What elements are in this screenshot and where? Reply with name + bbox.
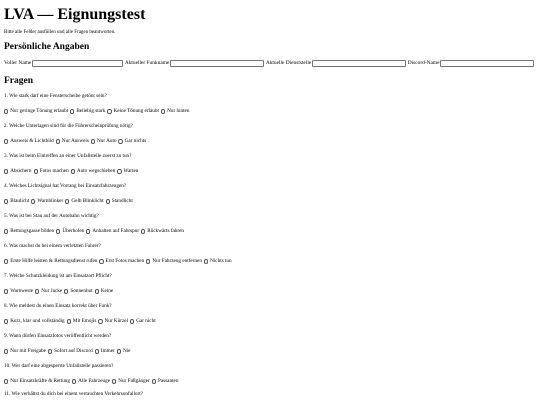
answer-option-label: Erst Fotos machen	[105, 258, 145, 264]
answer-option-label: Keine Tönung erlaubt	[113, 108, 159, 114]
question-text: 7. Welche Schutzkleidung ist am Einsatzort Pflicht?	[4, 273, 112, 279]
answer-option[interactable]	[146, 258, 202, 265]
radio-button[interactable]	[4, 319, 8, 323]
question-text: 2. Welche Unterlagen sind für die Führerscheinprüfung nötig?	[4, 123, 133, 129]
radio-button[interactable]	[4, 379, 8, 383]
answer-option[interactable]	[107, 108, 159, 115]
answer-options	[4, 228, 536, 235]
radio-button[interactable]	[161, 109, 165, 113]
radio-button[interactable]	[4, 169, 8, 173]
answer-option[interactable]	[4, 258, 97, 265]
question-text: 10. Wer darf eine abgesperrte Unfallstelle passieren?	[4, 363, 114, 369]
answer-options	[4, 198, 536, 205]
answer-option-label: Nur Fahrzeug entfernen	[152, 258, 202, 264]
radio-button[interactable]	[98, 319, 102, 323]
question-text: 5. Was ist bei Stau auf der Autobahn wichtig?	[4, 213, 99, 219]
radio-button[interactable]	[31, 199, 35, 203]
answer-option-label: Gar nicht	[136, 318, 156, 324]
answer-option-label: Gar nichts	[124, 138, 147, 144]
answer-options	[4, 348, 536, 355]
answer-option-label: Nie	[122, 348, 131, 354]
answer-option-label: Sofort auf Discord	[54, 348, 93, 354]
question-text-cutoff: 11. Wie verhältst du dich bei einem verrauchten Verkehrsunfallort?	[4, 391, 143, 397]
answer-option[interactable]	[152, 378, 179, 385]
answer-option-label: Nur geringe Tönung erlaubt	[10, 108, 69, 114]
question-text: 1. Wie stark darf eine Fensterscheibe getönt sein?	[4, 93, 107, 99]
radio-button[interactable]	[56, 139, 60, 143]
answer-option[interactable]	[4, 318, 65, 325]
answer-option-label: Passanten	[157, 378, 179, 384]
answer-option[interactable]	[72, 378, 110, 385]
answer-option[interactable]	[4, 108, 68, 115]
answer-option[interactable]	[4, 228, 54, 235]
answer-option-label: Rückwärts fahren	[147, 228, 185, 234]
answer-option[interactable]	[67, 318, 97, 325]
discord-name-label: Discord-Name	[407, 60, 440, 66]
answer-option-label: Warnblinker	[37, 198, 64, 204]
radio-button[interactable]	[56, 229, 60, 233]
radio-button[interactable]	[86, 229, 90, 233]
answer-option-label: Nur Ausweis	[61, 138, 89, 144]
radio-button[interactable]	[35, 289, 39, 293]
radio-button[interactable]	[4, 349, 8, 353]
radio-button[interactable]	[67, 319, 71, 323]
answer-options	[4, 318, 536, 325]
radio-button[interactable]	[91, 139, 95, 143]
radio-button[interactable]	[95, 349, 99, 353]
intro-text: Bitte alle Felder ausfüllen und alle Fragen beantworten.	[4, 30, 116, 35]
answer-option-label: Fotos machen	[39, 168, 69, 174]
radio-button[interactable]	[4, 259, 8, 263]
answer-options	[4, 168, 536, 175]
radio-button[interactable]	[4, 199, 8, 203]
answer-option[interactable]	[98, 318, 128, 325]
radio-button[interactable]	[112, 379, 116, 383]
answer-option[interactable]	[64, 288, 92, 295]
answer-option[interactable]	[117, 168, 138, 175]
radio-button[interactable]	[70, 109, 74, 113]
radio-button[interactable]	[152, 379, 156, 383]
answer-option[interactable]	[56, 228, 84, 235]
radio-button[interactable]	[107, 109, 111, 113]
answer-option-label: Nichts tun	[210, 258, 232, 264]
radio-button[interactable]	[146, 259, 150, 263]
question-text: 4. Welches Lichtsignal hat Vorrang bei Einsatzfahrzeugen?	[4, 183, 127, 189]
station-label: Aktuelle Dienststelle	[265, 60, 312, 66]
answer-option-label: Nur mit Freigabe	[10, 348, 46, 354]
answer-option-label: Anhalten auf Fahrspur	[92, 228, 140, 234]
answer-option-label: Alle Fahrzeuge	[78, 378, 111, 384]
answer-option-label: Mit Emojis	[72, 318, 97, 324]
page-title: LVA — Eignungstest	[4, 6, 146, 23]
answer-option[interactable]	[91, 138, 117, 145]
full-name-input[interactable]	[32, 60, 123, 67]
answer-option[interactable]	[112, 378, 150, 385]
radio-button[interactable]	[141, 229, 145, 233]
answer-option[interactable]	[31, 198, 63, 205]
answer-option-label: Keine	[100, 288, 114, 294]
answer-option-label: Warnweste	[10, 288, 34, 294]
answer-option[interactable]	[4, 168, 32, 175]
answer-option[interactable]	[117, 348, 131, 355]
radio-button[interactable]	[117, 349, 121, 353]
answer-option-label: Nur Auto	[97, 138, 117, 144]
answer-option[interactable]	[70, 108, 105, 115]
answer-option[interactable]	[118, 138, 146, 145]
answer-option[interactable]	[34, 168, 69, 175]
answer-option-label: Sonnenhut	[70, 288, 93, 294]
answer-option[interactable]	[4, 378, 70, 385]
question-text: 6. Was machst du bei einem verletzten Fahrer?	[4, 243, 101, 249]
answer-option[interactable]	[4, 138, 54, 145]
answer-option-label: Warten	[123, 168, 139, 174]
answer-option[interactable]	[65, 198, 103, 205]
radio-button[interactable]	[4, 139, 8, 143]
radio-button[interactable]	[71, 169, 75, 173]
answer-option[interactable]	[130, 318, 156, 325]
radio-button[interactable]	[4, 229, 8, 233]
radio-button[interactable]	[99, 259, 103, 263]
answer-option-label: Blaulicht	[10, 198, 30, 204]
question-list	[4, 93, 536, 385]
test-form-page	[4, 0, 536, 398]
answer-option-label: Nur hinten	[167, 108, 190, 114]
radio-button[interactable]	[4, 289, 8, 293]
answer-option[interactable]	[99, 258, 144, 265]
answer-option-label: Kurz, klar und vollständig	[10, 318, 65, 324]
answer-option[interactable]	[4, 348, 46, 355]
radio-button[interactable]	[118, 139, 122, 143]
radio-button[interactable]	[65, 199, 69, 203]
personal-section-heading: Persönliche Angaben	[4, 42, 90, 52]
answer-option[interactable]	[161, 108, 190, 115]
radio-button[interactable]	[130, 319, 134, 323]
personal-fields	[4, 59, 536, 68]
question-text: 8. Wie meldest du einen Einsatz korrekt über Funk?	[4, 303, 112, 309]
callsign-label: Aktueller Funkname	[124, 60, 170, 66]
radio-button[interactable]	[48, 349, 52, 353]
answer-option[interactable]	[48, 348, 93, 355]
question-text: 9. Wann dürfen Einsatzfotos veröffentlicht werden?	[4, 333, 112, 339]
answer-options	[4, 288, 536, 295]
answer-options	[4, 378, 536, 385]
discord-name-input[interactable]	[440, 60, 534, 67]
radio-button[interactable]	[106, 199, 110, 203]
answer-option[interactable]	[204, 258, 232, 265]
answer-option-label: Nur Fußgänger	[118, 378, 150, 384]
answer-option[interactable]	[141, 228, 184, 235]
answer-option-label: Erste Hilfe leisten & Rettungsdienst rufen	[10, 258, 98, 264]
radio-button[interactable]	[117, 169, 121, 173]
answer-option[interactable]	[95, 288, 114, 295]
answer-option[interactable]	[95, 348, 115, 355]
answer-option[interactable]	[4, 198, 29, 205]
callsign-input[interactable]	[170, 60, 264, 67]
answer-option[interactable]	[4, 288, 33, 295]
answer-option-label: Absichern	[10, 168, 32, 174]
answer-option-label: Überholen	[62, 228, 85, 234]
answer-option[interactable]	[35, 288, 62, 295]
answer-option-label: Rettungsgasse bilden	[10, 228, 55, 234]
answer-option[interactable]	[106, 198, 133, 205]
answer-option-label: Nur Kürzel	[104, 318, 129, 324]
radio-button[interactable]	[4, 109, 8, 113]
radio-button[interactable]	[204, 259, 208, 263]
full-name-label: Voller Name	[4, 60, 32, 66]
answer-option-label: Auto wegschieben	[76, 168, 116, 174]
answer-option-label: Gelb Blinklicht	[71, 198, 104, 204]
answer-option-label: Ausweis & Lichtbild	[10, 138, 54, 144]
answer-option-label: Nur Jacke	[41, 288, 63, 294]
answer-option[interactable]	[56, 138, 89, 145]
station-input[interactable]	[312, 60, 406, 67]
radio-button[interactable]	[95, 289, 99, 293]
answer-option-label: Nur Einsatzkräfte & Rettung	[10, 378, 70, 384]
answer-option-label: Standlicht	[111, 198, 133, 204]
questions-section-heading: Fragen	[4, 76, 34, 86]
answer-option[interactable]	[86, 228, 139, 235]
answer-option-label: Beliebig stark	[76, 108, 106, 114]
answer-options	[4, 138, 536, 145]
radio-button[interactable]	[34, 169, 38, 173]
question-text: 3. Was ist beim Eintreffen an einer Unfallstelle zuerst zu tun?	[4, 153, 132, 159]
radio-button[interactable]	[72, 379, 76, 383]
answer-options	[4, 258, 536, 265]
answer-options	[4, 108, 536, 115]
radio-button[interactable]	[64, 289, 68, 293]
answer-option[interactable]	[71, 168, 116, 175]
answer-option-label: Immer	[100, 348, 115, 354]
